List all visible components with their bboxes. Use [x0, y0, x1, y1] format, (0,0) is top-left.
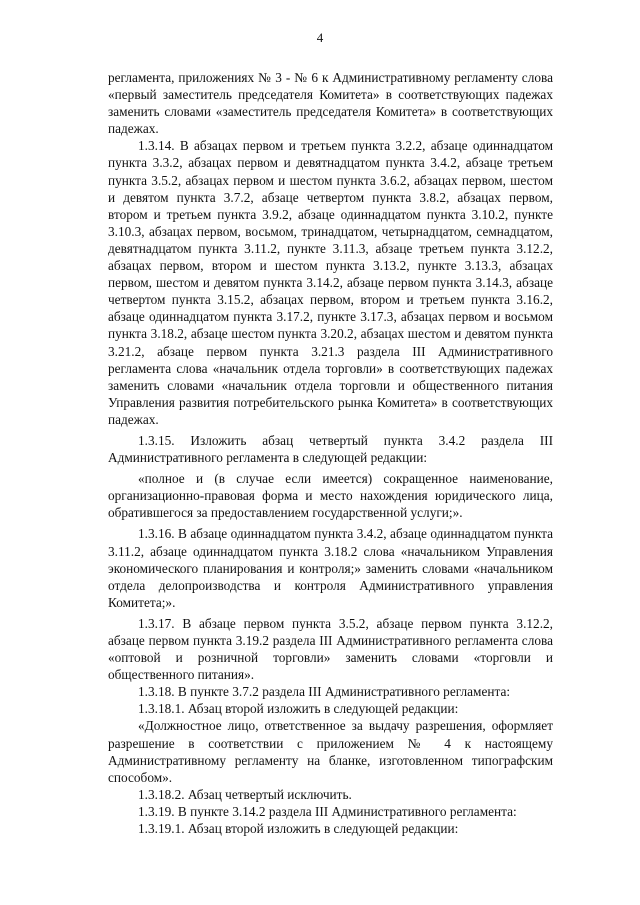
paragraph-1-3-18: 1.3.18. В пункте 3.7.2 раздела III Административного регламента:	[138, 684, 511, 700]
document-body	[108, 69, 553, 837]
paragraph-1-3-16: 1.3.16. В абзаце одиннадцатом пункта 3.4.2, абзаце одиннадцатом пункта 3.11.2, абзаце одиннадцатом пункта 3.18.2 слова «начальником Управления экономического планирования и контроля;» заменить словами «начальником отдела делопроизводства и контроля Административного управления Комитета;».	[108, 526, 553, 610]
paragraph-quote-permit: «Должностное лицо, ответственное за выдачу разрешения, оформляет разрешение в соответствии с приложением № 4 к настоящему Административному регламенту на бланке, изготовленном типографским способом».	[108, 718, 553, 785]
paragraph-1-3-17: 1.3.17. В абзаце первом пункта 3.5.2, абзаце первом пункта 3.12.2, абзаце первом пункта 3.19.2 раздела III Административного регламента слова «оптовой и розничной торговли» заменить словами «торговли и общественного питания».	[108, 615, 553, 683]
paragraph-1-3-19-1: 1.3.19.1. Абзац второй изложить в следующей редакции:	[138, 821, 459, 837]
paragraph-1-3-18-2: 1.3.18.2. Абзац четвертый исключить.	[138, 786, 352, 802]
paragraph-1-3-19: 1.3.19. В пункте 3.14.2 раздела III Административного регламента:	[138, 803, 517, 819]
paragraph-1-3-15: 1.3.15. Изложить абзац четвертый пункта 3.4.2 раздела III Административного регламента в следующей редакции:	[108, 432, 553, 466]
paragraph-quote-name: «полное и (в случае если имеется) сокращенное наименование, организационно-правовая форма и место нахождения юридического лица, обратившегося за предоставлением государственной услуги;».	[108, 471, 553, 521]
paragraph-1-3-14: 1.3.14. В абзацах первом и третьем пункта 3.2.2, абзаце одиннадцатом пункта 3.3.2, абзацах первом и девятнадцатом пункта 3.4.2, абзаце третьем пункта 3.5.2, абзацах первом и шестом пункта 3.6.2, абзацах первом, шестом и девятом пункта 3.7.2, абзаце четвертом пункта 3.8.2, абзацах первом, втором и третьем пункта 3.9.2, абзаце одиннадцатом пункта 3.10.2, пункте 3.10.3, абзацах первом, восьмом, тринадцатом, четырнадцатом, семнадцатом, девятнадцатом пункта 3.11.2, пункте 3.11.3, абзаце третьем пункта 3.12.2, абзацах первом, втором и шестом пункта 3.13.2, пункте 3.13.3, абзацах первом, шестом и девятом пункта 3.14.2, абзаце первом пункта 3.14.3, абзаце четвертом пункта 3.15.2, абзацах первом, втором и третьем пункта 3.16.2, абзаце одиннадцатом пункта 3.17.2, пункте 3.17.3, абзацах первом и восьмом пункта 3.18.2, абзаце шестом пункта 3.20.2, абзацах шестом и девятом пункта 3.21.2, абзаце первом пункта 3.21.3 раздела III Административного регламента слова «начальник отдела торговли» в соответствующих падежах заменить словами «начальник отдела торговли и общественного питания Управления развития потребительского рынка Комитета» в соответствующих падежах.	[108, 138, 553, 427]
page-number: 4	[316, 30, 324, 45]
paragraph-continuation: регламента, приложениях № 3 - № 6 к Административному регламенту слова «первый заместитель председателя Комитета» в соответствующих падежах заменить словами «заместитель председателя Комитета» в соответствующих падежах.	[108, 70, 553, 137]
paragraph-1-3-18-1: 1.3.18.1. Абзац второй изложить в следующей редакции:	[138, 701, 459, 717]
